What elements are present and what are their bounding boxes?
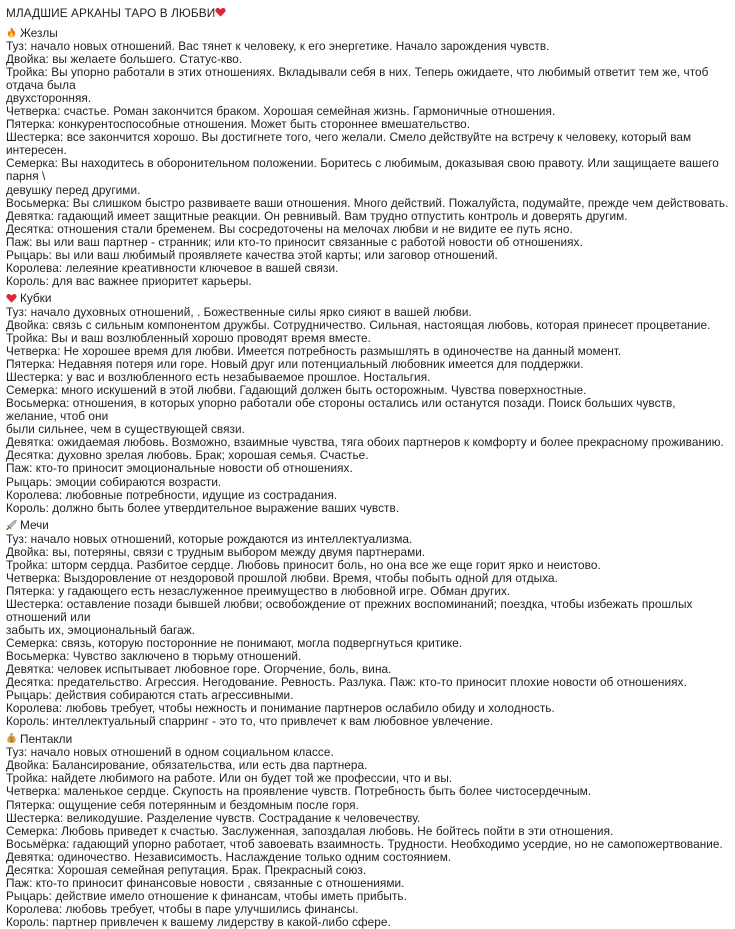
section-title: Кубки: [20, 291, 52, 306]
card-meaning-line: Восьмерка: Чувство заключено в тюрьму отношений.: [6, 649, 302, 664]
card-meaning-line: были сильнее, чем в существующей связи.: [6, 422, 245, 437]
card-meaning-line: Десятка: духовно зрелая любовь. Брак; хорошая семья. Счастье.: [6, 448, 369, 463]
card-meaning-line: Девятка: одиночество. Независимость. Наслаждение только одним состоянием.: [6, 849, 452, 864]
card-meaning-line: Тройка: шторм сердца. Разбитое сердце. Любовь приносит боль, но она все же еще горит ярко и неистово.: [6, 557, 601, 572]
card-meaning-line: Королева: любовь требует, чтобы нежность и понимание партнеров ослабило обиду и холодность.: [6, 701, 555, 716]
card-meaning-line: Четверка: маленькое сердце. Скупость на проявление чувств. Потребность быть более чистосердечным.: [6, 784, 592, 799]
money-bag-icon: [6, 732, 17, 746]
card-meaning-line: Король: должно быть более утвердительное выражение ваших чувств.: [6, 500, 400, 515]
card-meaning-line: Восьмёрка: гадающий упорно работает, чтоб завоевать взаимность. Трудности. Необходимо усердие, но не самопожертвование.: [6, 836, 723, 851]
card-meaning-line: Тройка: найдете любимого на работе. Или он будет той же профессии, что и вы.: [6, 771, 453, 786]
section-heading: [6, 519, 729, 533]
card-meaning-line: Туз: начало новых отношений в одном социальном классе.: [6, 745, 334, 760]
card-meaning-line: Восьмерка: Вы слишком быстро развиваете ваши отношения. Много действий. Пожалуйста, подумайте, прежде чем действовать.: [6, 195, 729, 210]
card-meaning-line: Восьмерка: отношения, в которых упорно работали обе стороны остались или останутся позади. Поиск больших чувств, желание, чтоб они: [6, 396, 676, 424]
card-meaning-line: Пятерка: Недавняя потеря или горе. Новый друг или потенциальный любовник имеется для поддержки.: [6, 357, 584, 372]
card-meaning-line: Десятка: отношения стали бременем. Вы сосредоточены на мелочах любви и не видите ее путь ясно.: [6, 221, 573, 236]
section-2: [6, 519, 729, 729]
card-meaning-line: Семерка: Вы находитесь в оборонительном положении. Боритесь с любимым, доказывая свою правоту. Или защищаете вашего парня \: [6, 156, 719, 184]
section-title: Жезлы: [20, 25, 58, 40]
card-meaning-line: Четверка: счастье. Роман закончится браком. Хорошая семейная жизнь. Гармоничные отношения.: [6, 104, 556, 119]
section-heading: [6, 732, 729, 746]
card-meaning-line: Шестерка: оставление позади бывшей любви; освобождение от прежних воспоминаний; поездка, чтобы избежать прошлых отношений или: [6, 596, 693, 624]
card-meaning-line: Паж: вы или ваш партнер - странник; или кто-то приносит связанные с работой новости об отношениях.: [6, 234, 583, 249]
card-meaning-line: Туз: начало новых отношений. Вас тянет к человеку, к его энергетике. Начало зарождения чувств.: [6, 39, 550, 53]
sword-icon: [6, 519, 17, 533]
card-meaning-line: Двойка: вы, потеряны, связи с трудным выбором между двумя партнерами.: [6, 544, 426, 559]
card-meaning-line: Пятерка: у гадающего есть незаслуженное преимущество в любовной игре. Обман других.: [6, 583, 511, 598]
card-meaning-line: Рыцарь: действия собираются стать агрессивными.: [6, 688, 294, 703]
fire-icon: [6, 26, 17, 40]
card-meaning-line: Девятка: ожидаемая любовь. Возможно, взаимные чувства, тяга обоих партнеров к комфорту и более прекрасному проживанию.: [6, 435, 724, 450]
card-meaning-line: Четверка: Выздоровление от нездоровой прошлой любви. Время, чтобы побыть одной для отдыха.: [6, 570, 558, 585]
card-meaning-line: Паж: кто-то приносит финансовые новости , связанные с отношениями.: [6, 875, 405, 890]
card-meaning-line: Рыцарь: действие имело отношение к финансам, чтобы иметь прибыть.: [6, 888, 407, 903]
card-meaning-line: Рыцарь: эмоции собираются возрасти.: [6, 474, 222, 489]
card-meaning-line: Рыцарь: вы или ваш любимый проявляете качества этой карты; или заговор отношений.: [6, 247, 498, 262]
card-meaning-line: девушку перед другими.: [6, 182, 141, 197]
section-3: [6, 732, 729, 929]
card-meaning-line: Семерка: связь, которую посторонние не понимают, могла подвергнуться критике.: [6, 636, 463, 651]
card-meaning-line: Король: партнер привлечен к вашему лидерству в какой-либо сфере.: [6, 914, 391, 929]
section-heading: [6, 292, 729, 306]
card-meaning-line: Король: интеллектуальный спарринг - это то, что привлечет к вам любовное увлечение.: [6, 714, 494, 729]
card-meaning-line: Девятка: гадающий имеет защитные реакции. Он ревнивый. Вам трудно отпустить контроль и доверять другим.: [6, 208, 628, 223]
card-meaning-line: Королева: лелеяние креативности ключевое в вашей связи.: [6, 260, 339, 275]
card-meaning-line: Король: для вас важнее приоритет карьеры.: [6, 273, 252, 288]
card-meaning-line: Туз: начало духовных отношений, . Божественные силы ярко сияют в вашей любви.: [6, 304, 472, 319]
card-meaning-line: Десятка: предательство. Агрессия. Негодование. Ревность. Разлука. Паж: кто-то приносит плохие новости об отношениях.: [6, 675, 687, 690]
card-meaning-line: Туз: начало новых отношений, которые рождаются из интеллектуализма.: [6, 531, 413, 546]
card-meaning-line: Пятерка: ощущение себя потерянным и бездомным после горя.: [6, 797, 359, 812]
card-meaning-line: Двойка: Балансирование, обязательства, или есть два партнера.: [6, 758, 368, 773]
card-meaning-line: Тройка: Вы упорно работали в этих отношениях. Вкладывали себя в них. Теперь ожидаете, что любимый ответит тем же, чтоб отдача была: [6, 65, 709, 93]
heart-icon: [215, 6, 226, 20]
heart-icon: [6, 292, 17, 306]
card-meaning-line: Девятка: человек испытывает любовное горе. Огорчение, боль, вина.: [6, 662, 392, 677]
card-meaning-line: Двойка: связь с сильным компонентом дружбы. Сотрудничество. Сильная, настоящая любовь, которая принесет процветание.: [6, 317, 711, 332]
card-meaning-line: Семерка: много искушений в этой любви. Гадающий должен быть осторожным. Чувства поверхностные.: [6, 383, 587, 398]
section-title: Пентакли: [20, 731, 73, 746]
card-meaning-line: Шестерка: у вас и возлюбленного есть незабываемое прошлое. Ностальгия.: [6, 370, 431, 385]
section-0: [6, 26, 729, 288]
section-1: [6, 292, 729, 515]
card-meaning-line: Шестерка: все закончится хорошо. Вы достигнете того, чего желали. Смело действуйте на встречу к человеку, который вам интересен.: [6, 130, 692, 158]
section-title: Мечи: [20, 518, 49, 533]
card-meaning-line: Двойка: вы желаете большего. Статус-кво.: [6, 52, 243, 67]
card-meaning-line: двухсторонняя.: [6, 91, 92, 106]
card-meaning-line: Пятерка: конкурентоспособные отношения. Может быть стороннее вмешательство.: [6, 117, 471, 132]
section-heading: [6, 26, 729, 40]
card-meaning-line: Тройка: Вы и ваш возлюбленный хорошо проводят время вместе.: [6, 330, 371, 345]
card-meaning-line: Королева: любовь требует, чтобы в паре улучшились финансы.: [6, 901, 359, 916]
card-meaning-line: Четверка: Не хорошее время для любви. Имеется потребность размышлять в одиночестве на данный момент.: [6, 344, 622, 359]
svg-text:$: $: [10, 738, 13, 745]
card-meaning-line: Паж: кто-то приносит эмоциональные новости об отношениях.: [6, 461, 353, 476]
card-meaning-line: Семерка: Любовь приведет к счастью. Заслуженная, запоздалая любовь. Не бойтесь пойти в эти отношения.: [6, 823, 614, 838]
card-meaning-line: Десятка: Хорошая семейная репутация. Брак. Прекрасный союз.: [6, 862, 367, 877]
card-meaning-line: Королева: любовные потребности, идущие из сострадания.: [6, 487, 338, 502]
card-meaning-line: забыть их, эмоциональный багаж.: [6, 622, 196, 637]
card-meaning-line: Шестерка: великодушие. Разделение чувств. Сострадание к человечеству.: [6, 810, 421, 825]
page-title: МЛАДШИЕ АРКАНЫ ТАРО В ЛЮБВИ: [6, 6, 729, 21]
